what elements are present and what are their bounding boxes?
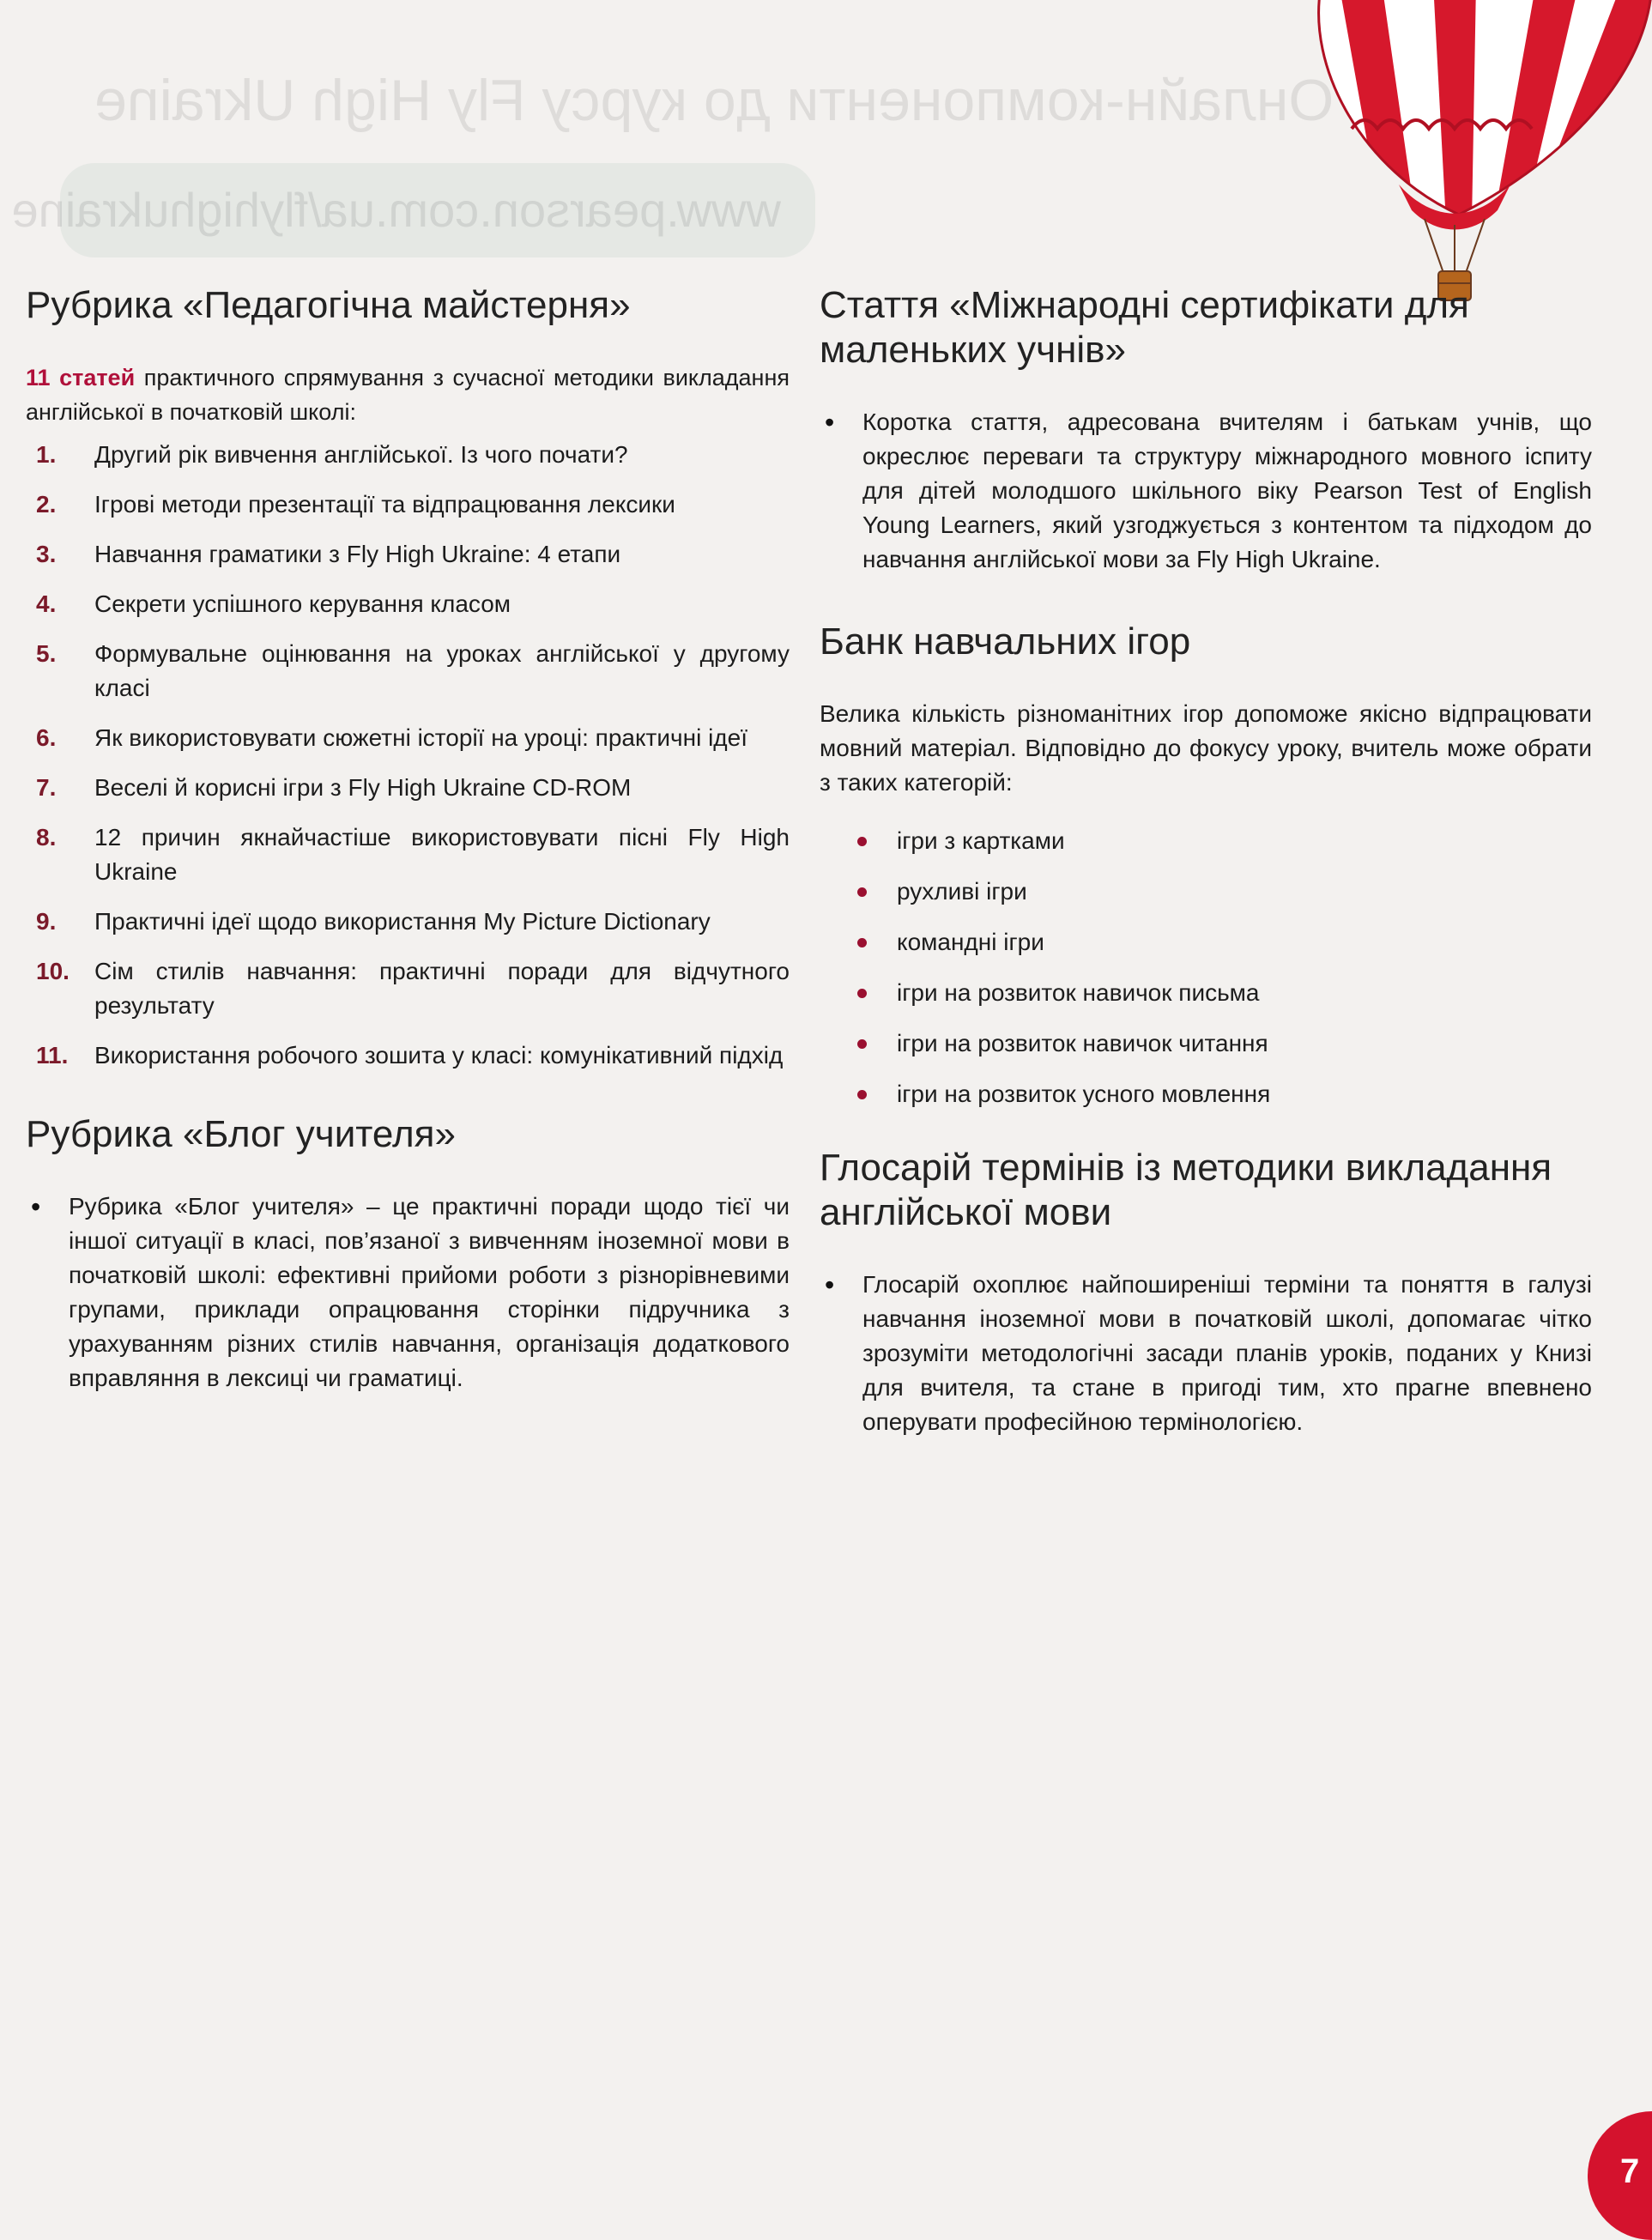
intro-accent: 11 статей bbox=[26, 365, 136, 390]
list-text: Як використовувати сюжетні історії на уроці: практичні ідеї bbox=[94, 724, 747, 751]
list-item: рухливі ігри bbox=[854, 875, 1592, 909]
list-number: 2. bbox=[36, 491, 57, 518]
list-number: 6. bbox=[36, 724, 57, 751]
page-number-badge bbox=[1588, 2111, 1652, 2240]
list-text: Другий рік вивчення англійської. Із чого почати? bbox=[94, 441, 628, 468]
list-item bbox=[26, 587, 790, 621]
list-item bbox=[26, 820, 790, 889]
section-intro bbox=[26, 360, 790, 429]
left-column bbox=[26, 283, 790, 1430]
section-title: Банк навчальних ігор bbox=[820, 621, 1191, 663]
list-number: 4. bbox=[36, 590, 57, 617]
section-paragraph: Велика кількість різноманітних ігор допоможе якісно відпрацювати мовний матеріал. Відповідно до фокусу уроку, вчитель може обрати з таких категорій: bbox=[820, 700, 1592, 796]
section-title: Рубрика «Блог учителя» bbox=[26, 1113, 456, 1155]
list-item bbox=[26, 771, 790, 805]
list-number: 7. bbox=[36, 774, 57, 801]
bullet-list bbox=[820, 1268, 1592, 1439]
list-text: 12 причин якнайчастіше використовувати пісні Fly High Ukraine bbox=[94, 824, 790, 885]
intro-text: практичного спрямування з сучасної методики викладання англійської в початковій школі: bbox=[26, 365, 790, 425]
section-title: Глосарій термінів із методики викладання англійської мови bbox=[820, 1147, 1552, 1233]
list-text: Ігрові методи презентації та відпрацювання лексики bbox=[94, 491, 675, 518]
bullet-list bbox=[820, 405, 1592, 577]
list-item bbox=[26, 905, 790, 939]
list-number: 3. bbox=[36, 541, 57, 567]
list-number: 5. bbox=[36, 640, 57, 667]
list-number: 1. bbox=[36, 441, 57, 468]
list-item bbox=[26, 537, 790, 572]
bullet-item: • Глосарій охоплює найпоширеніші терміни та поняття в галузі навчання іноземної мови в початковій школі, допомагає чітко зрозуміти методологічні засади планів уроків, поданих у Книзі для вчителя, та стане в пригоді тим, хто прагне впевнено оперувати професійною термінологією. bbox=[820, 1268, 1592, 1439]
bullet-item: • Коротка стаття, адресована вчителям і батькам учнів, що окреслює переваги та структуру міжнародного мовного іспиту для дітей молодшого шкільного віку Pearson Test of English Young Learners, який узгоджується з контентом та підходом до навчання англійської мови за Fly High Ukraine. bbox=[820, 405, 1592, 577]
right-column bbox=[820, 283, 1592, 1474]
page-number: 7 bbox=[1620, 2152, 1640, 2190]
list-text: Практичні ідеї щодо використання My Picture Dictionary bbox=[94, 908, 711, 935]
section-title: Стаття «Міжнародні сертифікати для маленьких учнів» bbox=[820, 284, 1469, 371]
section-games-bank bbox=[820, 620, 1592, 1111]
ghost-url: www.pearson.com.ua/flyhighukraine bbox=[60, 163, 815, 257]
list-item bbox=[26, 438, 790, 472]
list-number: 9. bbox=[36, 908, 57, 935]
article-list bbox=[26, 438, 790, 1073]
list-item: ігри на розвиток навичок письма bbox=[854, 976, 1592, 1010]
list-item: ігри з картками bbox=[854, 824, 1592, 858]
list-item bbox=[26, 954, 790, 1023]
ghost-title: Онлайн-компоненти до курсу Fly High Ukraine bbox=[94, 68, 1334, 133]
list-item: ігри на розвиток навичок читання bbox=[854, 1026, 1592, 1061]
list-item: командні ігри bbox=[854, 925, 1592, 960]
list-item bbox=[26, 1038, 790, 1073]
hot-air-balloon-icon bbox=[1287, 0, 1652, 309]
list-text: Використання робочого зошита у класі: комунікативний підхід bbox=[94, 1042, 784, 1069]
section-certificates bbox=[820, 283, 1592, 577]
section-glossary bbox=[820, 1146, 1592, 1439]
bullet-list bbox=[26, 1190, 790, 1395]
section-title: Рубрика «Педагогічна майстерня» bbox=[26, 284, 631, 326]
list-item: ігри на розвиток усного мовлення bbox=[854, 1077, 1592, 1111]
list-item bbox=[26, 721, 790, 755]
list-text: Сім стилів навчання: практичні поради для відчутного результату bbox=[94, 958, 790, 1019]
section-teacher-blog bbox=[26, 1112, 790, 1395]
list-text: Веселі й корисні ігри з Fly High Ukraine CD-ROM bbox=[94, 774, 632, 801]
list-text: Навчання граматики з Fly High Ukraine: 4 етапи bbox=[94, 541, 621, 567]
games-category-list bbox=[820, 824, 1592, 1111]
list-text: Секрети успішного керування класом bbox=[94, 590, 511, 617]
list-item bbox=[26, 487, 790, 522]
list-text: Формувальне оцінювання на уроках англійської у другому класі bbox=[94, 640, 790, 701]
list-number: 10. bbox=[36, 958, 70, 984]
section-pedagogical-workshop bbox=[26, 283, 790, 1073]
list-number: 11. bbox=[36, 1042, 69, 1069]
bullet-item: • Рубрика «Блог учителя» – це практичні поради щодо тієї чи іншої ситуації в класі, пов’язаної з вивченням іноземної мови в початковій школі: ефективні прийоми роботи з різнорівневими групами, приклади опрацювання сторінки підручника з урахуванням різних стилів навчання, організація додаткового вправляння в лексиці чи граматиці. bbox=[26, 1190, 790, 1395]
list-number: 8. bbox=[36, 824, 57, 851]
list-item bbox=[26, 637, 790, 705]
